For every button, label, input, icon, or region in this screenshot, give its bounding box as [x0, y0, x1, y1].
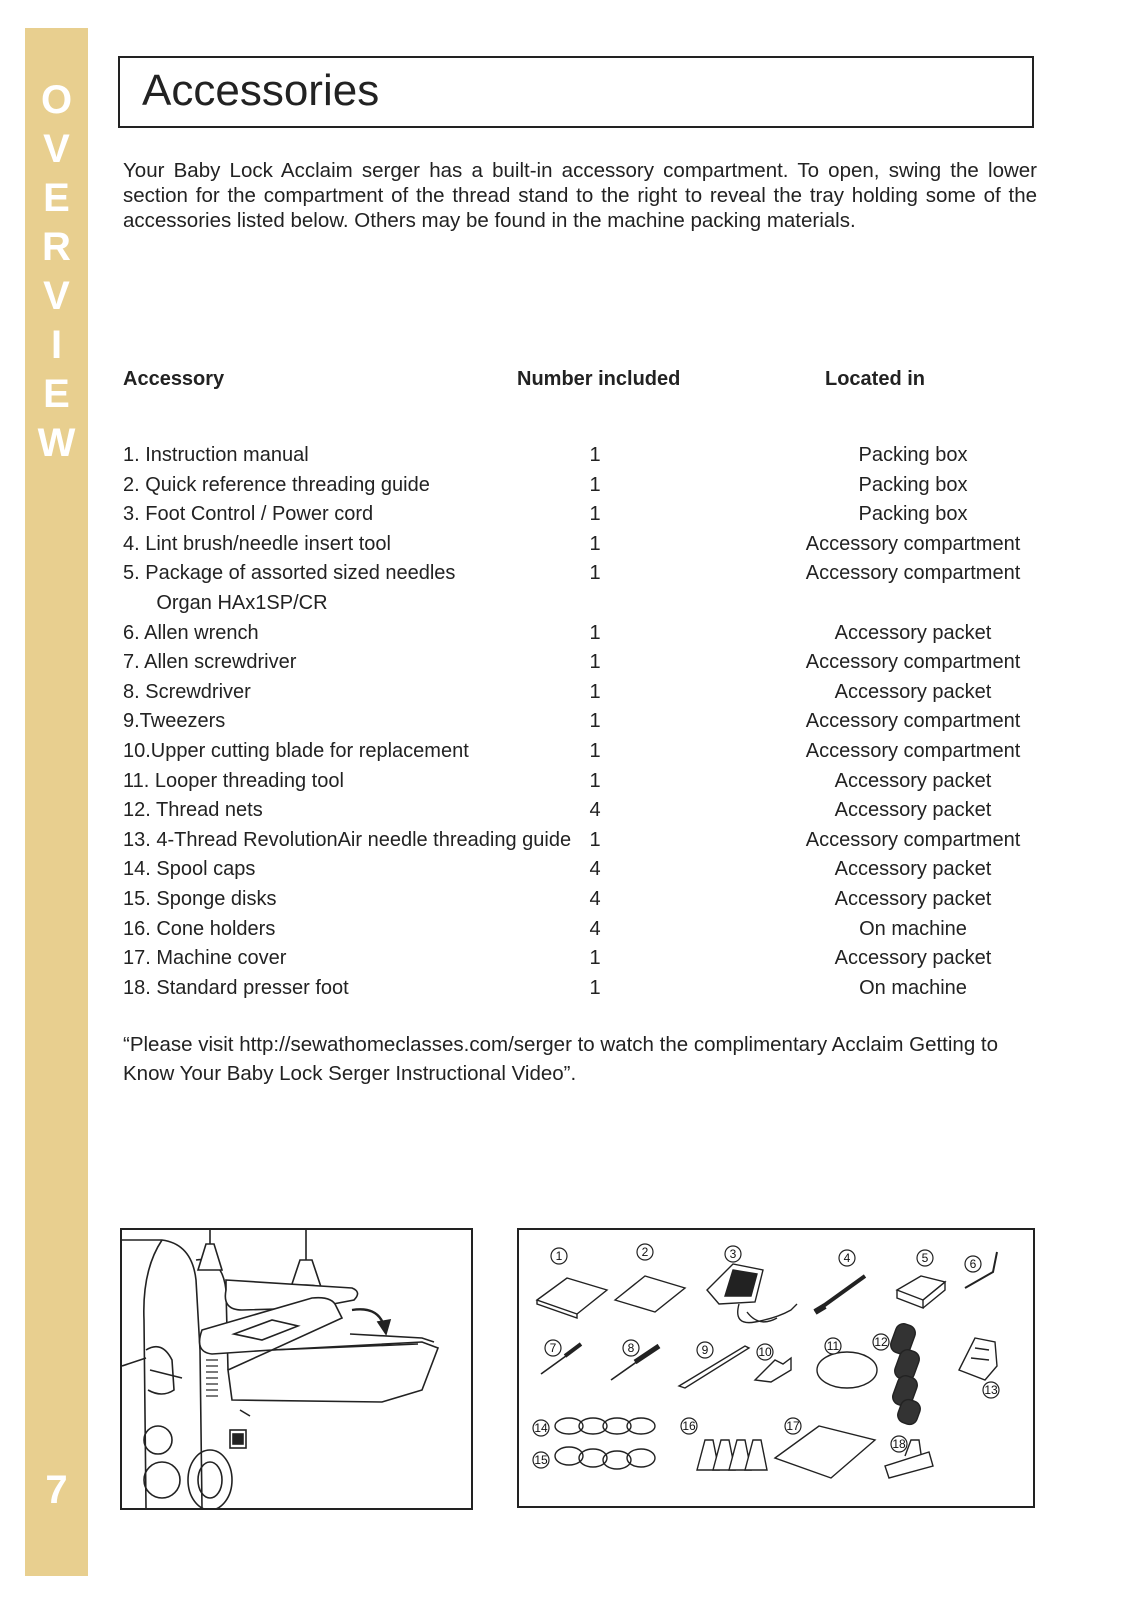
callout-number: [637, 1244, 653, 1260]
accessory-name: 2. Quick reference threading guide: [123, 473, 430, 496]
table-row: [123, 622, 1043, 652]
location: Accessory packet: [834, 621, 992, 644]
accessory-name: 3. Foot Control / Power cord: [123, 503, 374, 526]
accessory-name: 12. Thread nets: [123, 799, 263, 822]
svg-text:18: 18: [892, 1437, 906, 1451]
quantity: 1: [589, 444, 601, 466]
location: Accessory compartment: [805, 739, 1021, 762]
section-letter: E: [43, 176, 70, 220]
svg-text:4: 4: [843, 1251, 851, 1265]
quantity: 4: [589, 799, 601, 822]
section-letter: E: [43, 372, 70, 416]
table-row: [123, 770, 1043, 800]
quantity: 4: [589, 858, 601, 881]
section-letter: W: [37, 421, 76, 465]
table-row: [123, 947, 1043, 977]
svg-text:11: 11: [826, 1339, 840, 1353]
location: Accessory packet: [834, 858, 992, 881]
table-row: [123, 829, 1043, 859]
table-row: [123, 681, 1043, 711]
svg-text:2: 2: [641, 1245, 649, 1259]
location: Accessory packet: [834, 799, 992, 822]
quantity: 1: [589, 769, 601, 792]
accessory-name: 10.Upper cutting blade for replacement: [123, 739, 469, 762]
svg-text:12: 12: [874, 1335, 888, 1349]
header-number-included: Number included: [517, 368, 681, 390]
compartment-illustration: [120, 1228, 473, 1510]
quantity: 1: [589, 503, 601, 526]
callout-number: [697, 1342, 713, 1358]
accessories-drawing: [519, 1230, 1033, 1506]
accessory-name: 7. Allen screwdriver: [123, 651, 297, 674]
svg-text:5: 5: [921, 1251, 929, 1265]
location: Accessory packet: [834, 887, 992, 910]
table-row: [123, 710, 1043, 740]
section-letter: R: [42, 225, 71, 269]
accessory-name: 6. Allen wrench: [123, 621, 259, 644]
location: Accessory compartment: [805, 828, 1021, 851]
callout-number: [917, 1250, 933, 1266]
table-row: [123, 533, 1043, 563]
callout-number: [891, 1436, 907, 1452]
looper-threading-tool-icon: [817, 1352, 877, 1388]
accessory-name: 1. Instruction manual: [123, 444, 309, 466]
callout-number: [681, 1418, 697, 1434]
location: On machine: [859, 917, 967, 940]
accessory-name: 13. 4-Thread RevolutionAir needle threading guide: [123, 828, 572, 851]
spool-caps-icon: [555, 1418, 655, 1434]
callout-number: [965, 1256, 981, 1272]
callout-number: [839, 1250, 855, 1266]
callout-number: [983, 1382, 999, 1398]
section-letter: I: [50, 323, 63, 367]
accessory-name: 11. Looper threading tool: [123, 769, 344, 792]
quantity: 1: [589, 680, 601, 703]
svg-text:6: 6: [969, 1257, 977, 1271]
location: Packing box: [858, 503, 968, 526]
instruction-manual-icon: [537, 1278, 607, 1314]
callout-number: [785, 1418, 801, 1434]
accessories-illustration: [517, 1228, 1035, 1508]
quantity: 1: [589, 828, 601, 851]
intro-paragraph: Your Baby Lock Acclaim serger has a built-in accessory compartment. To open, swing the lower section for the compartment of the thread stand to the right to reveal the tray holding some of the accessories listed below. Others may be found in the machine packing materials.: [123, 159, 1037, 232]
table-row: [123, 977, 1043, 1003]
callout-number: [545, 1340, 561, 1356]
table-row: [123, 444, 1043, 474]
thread-nets-icon: [888, 1321, 922, 1426]
location: Accessory compartment: [805, 710, 1021, 733]
callout-number: [533, 1420, 549, 1436]
accessory-name: 16. Cone holders: [123, 917, 276, 940]
page-title: Accessories: [142, 66, 380, 115]
svg-text:8: 8: [627, 1341, 635, 1355]
quantity: 1: [589, 473, 601, 496]
table-row: [123, 888, 1043, 918]
table-row: [123, 592, 1043, 622]
svg-text:7: 7: [549, 1341, 557, 1355]
table-row: [123, 799, 1043, 829]
svg-text:15: 15: [534, 1453, 548, 1467]
svg-text:10: 10: [758, 1345, 772, 1359]
threading-guide-icon: [615, 1276, 685, 1312]
table-row: [123, 651, 1043, 681]
callout-number: [533, 1452, 549, 1468]
svg-text:14: 14: [534, 1421, 548, 1435]
accessory-name: 9.Tweezers: [123, 710, 226, 733]
section-letter: V: [43, 127, 70, 171]
accessory-table: [123, 444, 1043, 1003]
location: Accessory compartment: [805, 532, 1021, 555]
svg-text:13: 13: [984, 1383, 998, 1397]
table-row: [123, 918, 1043, 948]
sponge-disks-icon: [555, 1447, 655, 1469]
quantity: 1: [589, 621, 601, 644]
location: Packing box: [858, 444, 968, 466]
video-note: “Please visit http://sewathomeclasses.com/serger to watch the complimentary Acclaim Getting to Know Your Baby Lock Serger Instructional Video”.: [123, 1033, 999, 1085]
quantity: 1: [589, 651, 601, 674]
header-accessory: Accessory: [123, 368, 225, 390]
quantity: 1: [589, 739, 601, 762]
accessory-name: 18. Standard presser foot: [123, 976, 349, 999]
callout-number: [623, 1340, 639, 1356]
callout-number: [551, 1248, 567, 1264]
svg-text:16: 16: [682, 1419, 696, 1433]
location: Accessory compartment: [805, 562, 1021, 585]
location: Packing box: [858, 473, 968, 496]
callout-number: [825, 1338, 841, 1354]
quantity: 1: [589, 710, 601, 733]
page-number: 7: [45, 1468, 68, 1512]
svg-text:3: 3: [729, 1247, 737, 1261]
accessory-name: 5. Package of assorted sized needles: [123, 562, 456, 585]
accessory-name: 8. Screwdriver: [123, 680, 251, 703]
callout-number: [725, 1246, 741, 1262]
tweezers-icon: [679, 1346, 749, 1388]
location: On machine: [859, 976, 967, 999]
title-box: [118, 56, 1034, 128]
location: Accessory packet: [834, 947, 992, 970]
table-row: [123, 858, 1043, 888]
callout-number: [873, 1334, 889, 1350]
svg-text:17: 17: [786, 1419, 800, 1433]
header-located-in: Located in: [825, 368, 926, 390]
location: Accessory compartment: [805, 651, 1021, 674]
table-row: [123, 740, 1043, 770]
location: Accessory packet: [834, 769, 992, 792]
location: Accessory packet: [834, 680, 992, 703]
section-letter: V: [43, 274, 70, 318]
presser-foot-icon: [885, 1452, 933, 1478]
cone-holders-icon: [697, 1440, 767, 1470]
quantity: 4: [589, 917, 601, 940]
quantity: 4: [589, 887, 601, 910]
accessory-name: 14. Spool caps: [123, 858, 256, 881]
accessory-name: Organ HAx1SP/CR: [123, 591, 328, 614]
table-row: [123, 503, 1043, 533]
quantity: 1: [589, 532, 601, 555]
quantity: 1: [589, 976, 601, 999]
svg-text:1: 1: [555, 1249, 563, 1263]
svg-text:9: 9: [701, 1343, 709, 1357]
quantity: 1: [589, 947, 601, 970]
section-label: [25, 76, 88, 468]
accessory-name: 15. Sponge disks: [123, 887, 277, 910]
table-row: [123, 474, 1043, 504]
overview-sidebar: [25, 28, 88, 1576]
serger-compartment-drawing: [122, 1230, 471, 1508]
section-letter: O: [40, 78, 73, 122]
quantity: 1: [589, 562, 601, 585]
callout-number: [757, 1344, 773, 1360]
accessory-name: 17. Machine cover: [123, 947, 287, 970]
accessory-name: 4. Lint brush/needle insert tool: [123, 532, 391, 555]
cutting-blade-icon: [755, 1358, 791, 1382]
table-row: [123, 562, 1043, 592]
